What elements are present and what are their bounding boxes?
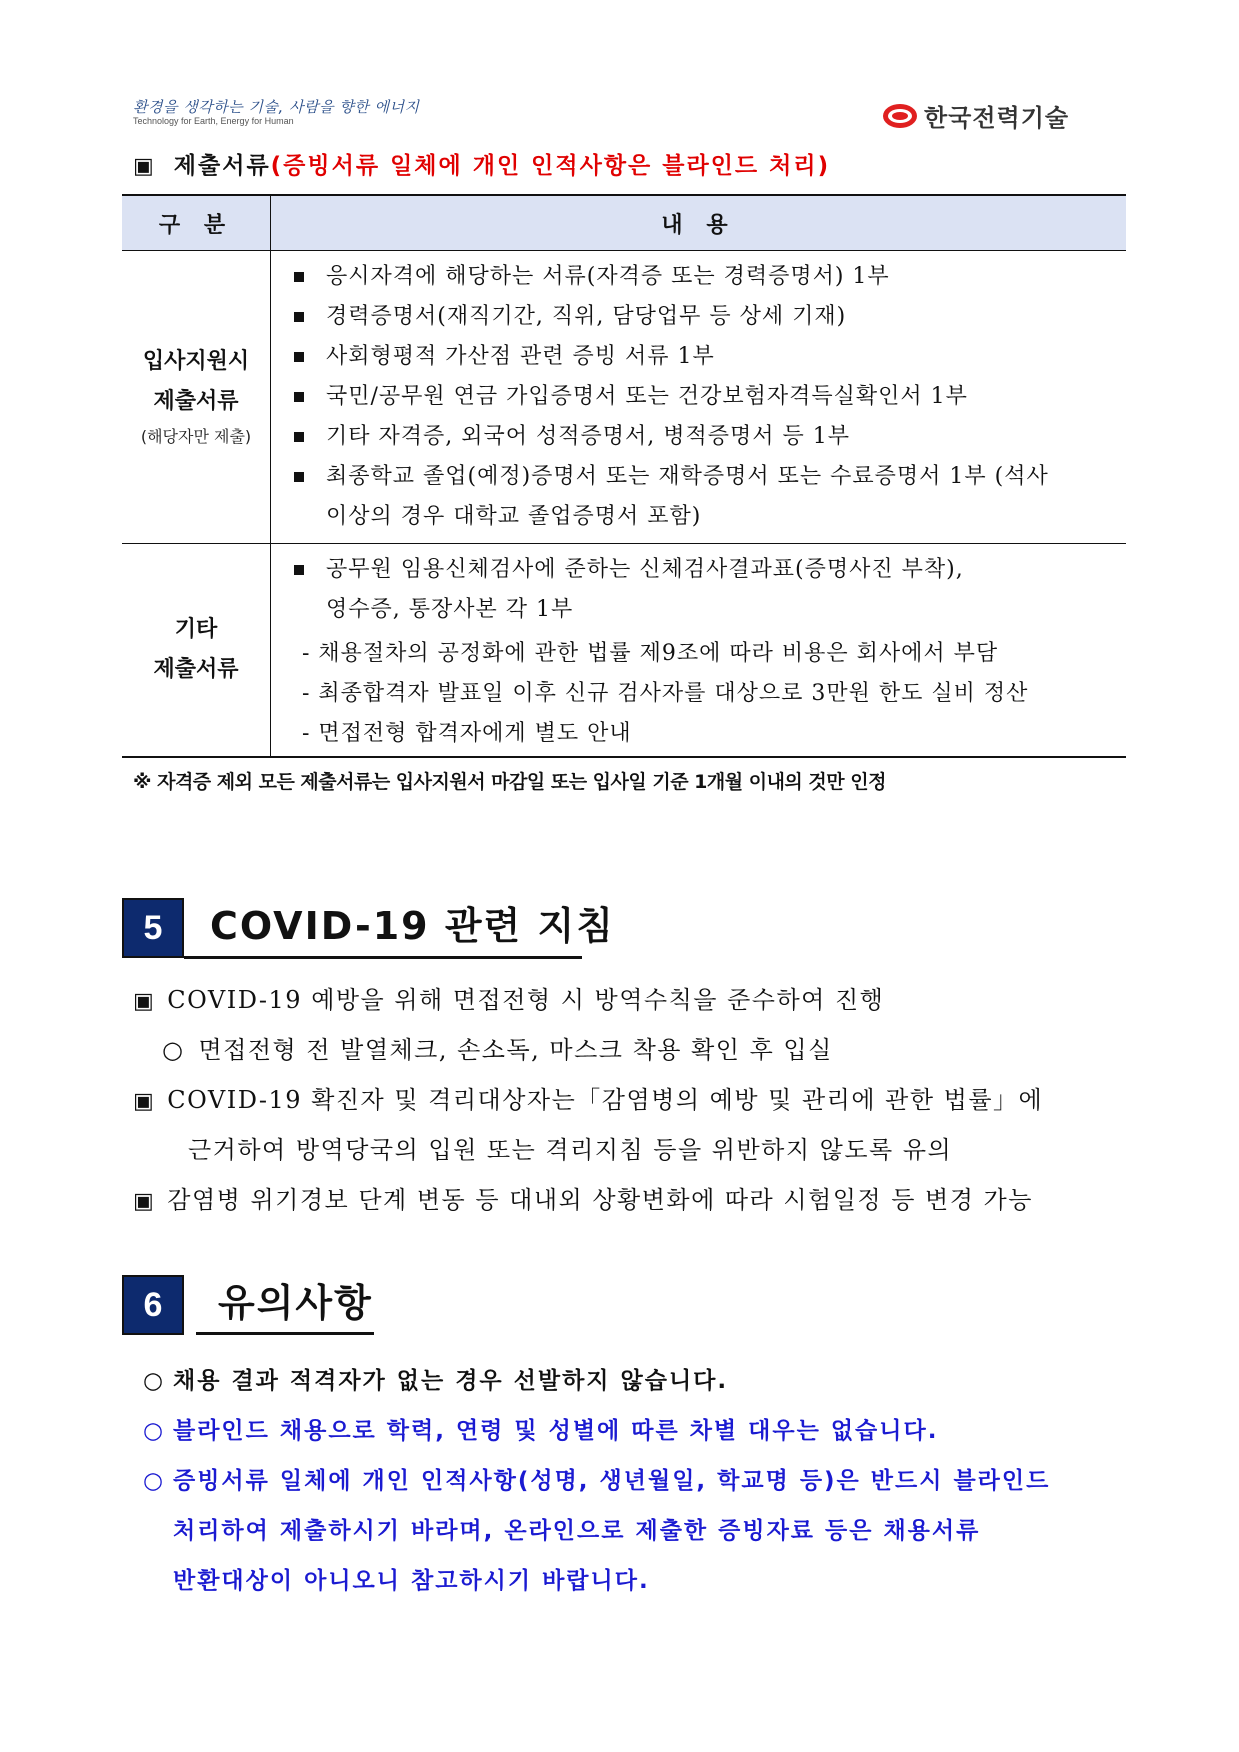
category-line: 입사지원시 xyxy=(142,349,250,374)
table-content-cell xyxy=(271,544,1127,758)
company-brand xyxy=(882,98,1069,133)
section-title: COVID-19 관련 지침 xyxy=(210,904,615,948)
box-marker-icon: ▣ xyxy=(133,1189,156,1214)
table-content-cell xyxy=(271,251,1127,544)
table-header-category: 구 분 xyxy=(122,195,271,251)
company-name: 한국전력기술 xyxy=(924,104,1070,132)
caution-item: ○ 증빙서류 일체에 개인 인적사항(성명, 생년월일, 학교명 등)은 반드시 블라인드 xyxy=(143,1468,1051,1494)
doc-list xyxy=(272,546,1125,634)
covid-line-2: ▣ COVID-19 확진자 및 격리대상자는「감염병의 예방 및 관리에 관한 법률」에 xyxy=(133,1086,1044,1114)
section-underline xyxy=(184,956,582,959)
circle-marker-icon: ○ xyxy=(143,1468,166,1494)
dash-item: - 채용절차의 공정화에 관한 법률 제9조에 따라 비용은 회사에서 부담 xyxy=(302,641,999,666)
section-title: 유의사항 xyxy=(218,1281,373,1325)
dash-item: - 면접전형 합격자에게 별도 안내 xyxy=(302,721,632,746)
section-underline xyxy=(196,1332,374,1335)
circle-marker-icon: ○ xyxy=(143,1418,166,1444)
square-bullet-icon xyxy=(294,312,304,322)
list-item: 최종학교 졸업(예정)증명서 또는 재학증명서 또는 수료증명서 1부 (석사 xyxy=(294,457,1125,497)
section-number-badge: 5 xyxy=(122,898,184,958)
table-header-row xyxy=(122,195,1126,251)
square-bullet-icon xyxy=(294,472,304,482)
list-item: 국민/공무원 연금 가입증명서 또는 건강보험자격득실확인서 1부 xyxy=(294,377,1125,417)
list-item: 경력증명서(재직기간, 직위, 담당업무 등 상세 기재) xyxy=(294,297,1125,337)
section-number-badge: 6 xyxy=(122,1275,184,1335)
category-line: 제출서류 xyxy=(153,389,239,414)
category-line: 제출서류 xyxy=(153,657,239,682)
docs-note: ※ 자격증 제외 모든 제출서류는 입사지원서 마감일 또는 입사일 기준 1개월 이내의 것만 인정 xyxy=(133,771,886,793)
covid-line-3: ▣ 감염병 위기경보 단계 변동 등 대내외 상황변화에 따라 시험일정 등 변경 가능 xyxy=(133,1186,1033,1214)
dash-item: - 최종합격자 발표일 이후 신규 검사자를 대상으로 3만원 한도 실비 정산 xyxy=(302,681,1029,706)
covid-line-1-sub: ○ 면접전형 전 발열체크, 손소독, 마스크 착용 확인 후 입실 xyxy=(162,1036,833,1064)
square-bullet-icon xyxy=(294,432,304,442)
company-logo-icon xyxy=(882,103,918,129)
table-category-cell xyxy=(122,544,271,758)
square-bullet-icon xyxy=(294,392,304,402)
category-line: 기타 xyxy=(174,617,218,642)
slogan-english: Technology for Earth, Energy for Human xyxy=(133,116,294,126)
covid-line-1: ▣ COVID-19 예방을 위해 면접전형 시 방역수칙을 준수하여 진행 xyxy=(133,986,885,1014)
caution-item-cont: 처리하여 제출하시기 바라며, 온라인으로 제출한 증빙자료 등은 채용서류 xyxy=(173,1518,981,1544)
list-item-continuation: 영수증, 통장사본 각 1부 xyxy=(326,597,574,622)
box-marker-icon: ▣ xyxy=(133,989,156,1014)
submission-docs-table xyxy=(122,194,1126,758)
list-item: 기타 자격증, 외국어 성적증명서, 병적증명서 등 1부 xyxy=(294,417,1125,457)
slogan-korean: 환경을 생각하는 기술, 사람을 향한 에너지 xyxy=(133,98,420,116)
table-header-content: 내 용 xyxy=(271,195,1127,251)
square-bullet-icon xyxy=(294,565,304,575)
caution-item: ○ 채용 결과 적격자가 없는 경우 선발하지 않습니다. xyxy=(143,1368,729,1394)
covid-line-2-cont: 근거하여 방역당국의 입원 또는 격리지침 등을 위반하지 않도록 유의 xyxy=(188,1136,953,1164)
docs-heading xyxy=(133,147,830,180)
caution-item: ○ 블라인드 채용으로 학력, 연령 및 성별에 따른 차별 대우는 없습니다. xyxy=(143,1418,939,1444)
heading-marker-icon: ▣ xyxy=(133,154,156,179)
square-bullet-icon xyxy=(294,272,304,282)
caution-item-cont: 반환대상이 아니오니 참고하시기 바랍니다. xyxy=(173,1568,650,1594)
doc-list xyxy=(272,253,1125,541)
docs-title-note: (증빙서류 일체에 개인 인적사항은 블라인드 처리) xyxy=(270,153,831,179)
circle-marker-icon: ○ xyxy=(162,1036,185,1064)
circle-marker-icon: ○ xyxy=(143,1368,166,1394)
square-bullet-icon xyxy=(294,352,304,362)
table-row xyxy=(122,544,1126,758)
list-item: 공무원 임용신체검사에 준하는 신체검사결과표(증명사진 부착), xyxy=(294,550,1125,590)
docs-title: 제출서류 xyxy=(173,153,271,179)
list-item: 사회형평적 가산점 관련 증빙 서류 1부 xyxy=(294,337,1125,377)
list-item-continuation: 이상의 경우 대학교 졸업증명서 포함) xyxy=(326,504,702,529)
category-sub: (해당자만 제출) xyxy=(140,427,252,446)
box-marker-icon: ▣ xyxy=(133,1089,156,1114)
list-item: 응시자격에 해당하는 서류(자격증 또는 경력증명서) 1부 xyxy=(294,257,1125,297)
table-row xyxy=(122,251,1126,544)
table-category-cell xyxy=(122,251,271,544)
